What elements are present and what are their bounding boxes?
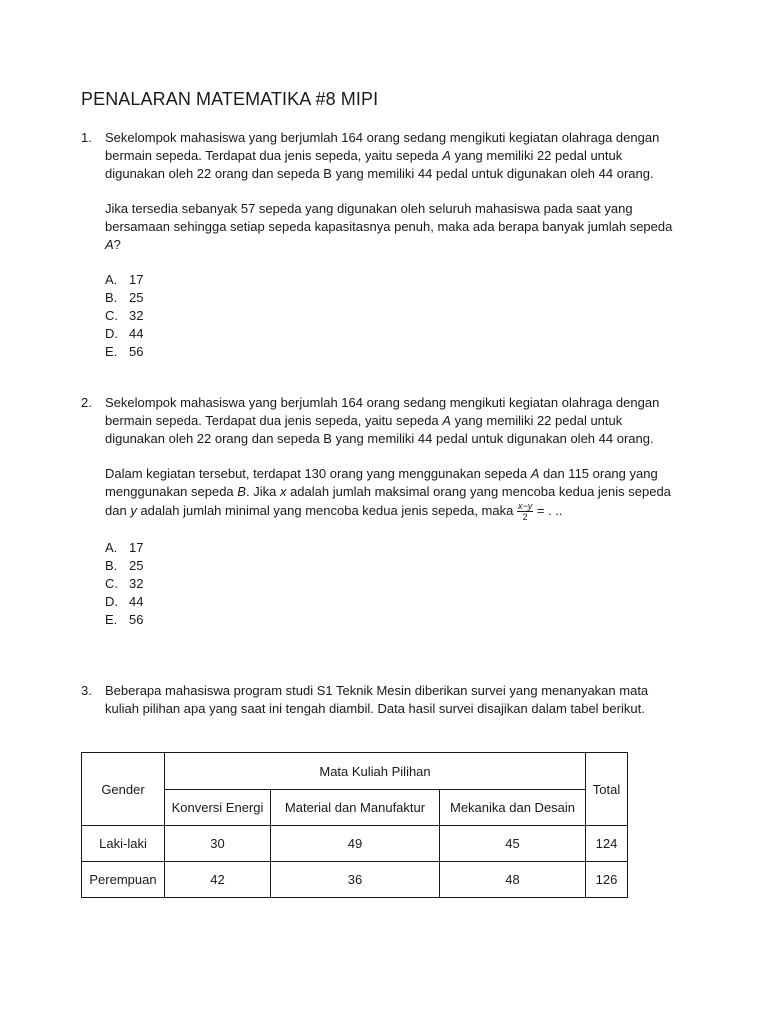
question-number: 3. [81,683,92,698]
column-header: Material dan Manufaktur [271,790,440,826]
row-total: 126 [586,862,628,898]
header-gender: Gender [82,753,165,826]
question-paragraph: Sekelompok mahasiswa yang berjumlah 164 orang sedang mengikuti kegiatan olahraga dengan bermain sepeda. Terdapat dua jenis sepeda, yaitu sepeda A yang memiliki 22 pedal untuk digunakan oleh 22 orang dan sepeda B yang memiliki 44 pedal untuk digunakan oleh 44 orang. [105,395,660,446]
option-item: C. 32 [105,576,144,591]
answer-options [105,539,681,629]
option-item: B. 25 [105,290,144,305]
survey-table [81,752,628,898]
option-item: D. 44 [105,326,144,341]
option-item: A. 17 [105,272,144,287]
row-label: Perempuan [82,862,165,898]
option-item: D. 44 [105,594,144,609]
table-row [82,826,628,862]
question-paragraph: Jika tersedia sebanyak 57 sepeda yang digunakan oleh seluruh mahasiswa pada saat yang bersamaan sehingga setiap sepeda kapasitasnya penuh, maka ada berapa banyak jumlah sepeda A? [105,201,673,252]
table-cell: 45 [440,826,586,862]
row-label: Laki-laki [82,826,165,862]
header-total: Total [586,753,628,826]
question-number: 2. [81,395,92,410]
question-3 [81,682,681,718]
option-item: C. 32 [105,308,144,323]
question-paragraph: Dalam kegiatan tersebut, terdapat 130 orang yang menggunakan sepeda A dan 115 orang yang menggunakan sepeda B. Jika x adalah jumlah maksimal orang yang mencoba kedua jenis sepeda dan y adalah jumlah minimal yang mencoba kedua jenis sepeda, maka $\frac{x-y}{2}$ = . .. [105,466,671,522]
table-cell: 30 [165,826,271,862]
question-number: 1. [81,130,92,145]
fraction-expression: $\frac{x-y}{2}$ [517,501,533,522]
column-header: Mekanika dan Desain [440,790,586,826]
option-item: A. 17 [105,540,144,555]
answer-options [105,271,681,361]
question-2 [81,394,681,629]
question-paragraph: Beberapa mahasiswa program studi S1 Teknik Mesin diberikan survei yang menanyakan mata kuliah pilihan apa yang saat ini tengah diambil. Data hasil survei disajikan dalam tabel berikut. [105,683,649,716]
option-item: B. 25 [105,558,144,573]
header-group: Mata Kuliah Pilihan [165,753,586,790]
page-title: PENALARAN MATEMATIKA #8 MIPI [81,89,379,109]
table-cell: 42 [165,862,271,898]
row-total: 124 [586,826,628,862]
table-cell: 48 [440,862,586,898]
option-item: E. 56 [105,612,144,627]
table-cell: 36 [271,862,440,898]
table-cell: 49 [271,826,440,862]
question-1 [81,129,681,361]
column-header: Konversi Energi [165,790,271,826]
option-item: E. 56 [105,344,144,359]
table-row [82,862,628,898]
question-paragraph: Sekelompok mahasiswa yang berjumlah 164 orang sedang mengikuti kegiatan olahraga dengan bermain sepeda. Terdapat dua jenis sepeda, yaitu sepeda A yang memiliki 22 pedal untuk digunakan oleh 22 orang dan sepeda B yang memiliki 44 pedal untuk digunakan oleh 44 orang. [105,130,660,181]
